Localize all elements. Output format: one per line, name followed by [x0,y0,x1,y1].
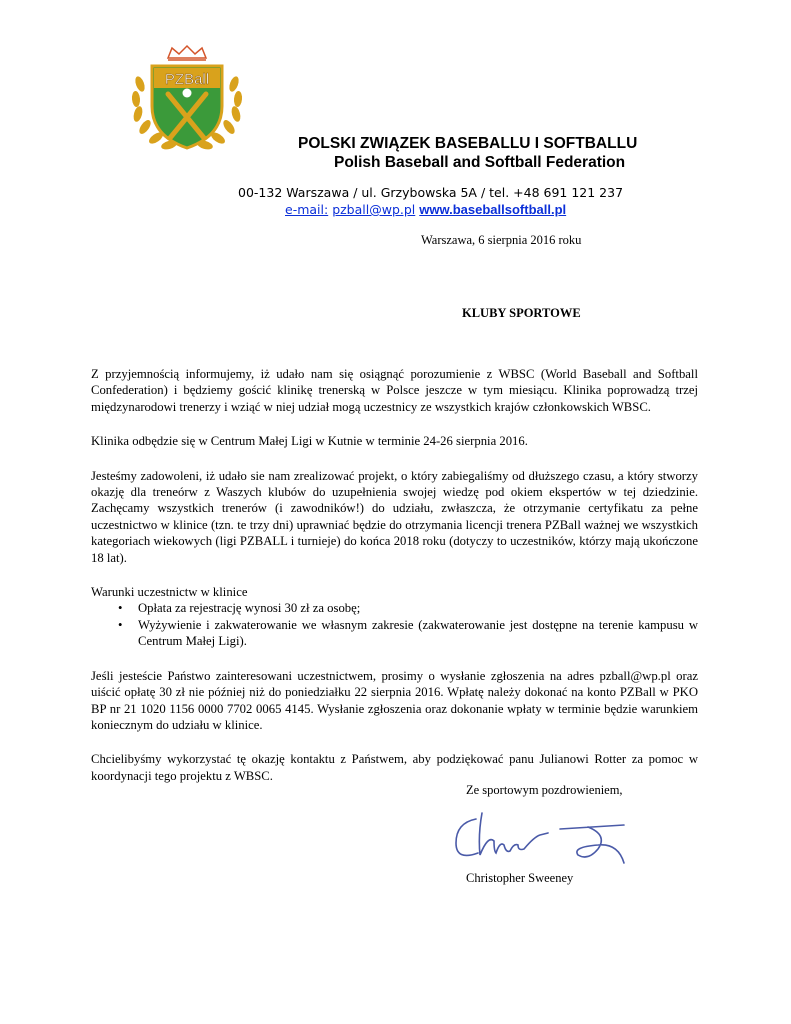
organization-name [298,134,637,172]
letter-date: Warszawa, 6 sierpnia 2016 roku [421,233,582,247]
email-label: e-mail: [285,202,329,217]
postal-address: 00-132 Warszawa / ul. Grzybowska 5A / tel. +48 691 121 237 [238,185,624,200]
ball-icon [183,89,192,98]
org-name-english: Polish Baseball and Softball Federation [334,154,626,171]
recipient-heading: KLUBY SPORTOWE [462,306,581,320]
paragraph-project: Jesteśmy zadowoleni, iż udało sie nam zrealizować projekt, o który zabiegaliśmy od dłuższego czasu, a który stworzy okazję dla treneórw z Waszych klubów do uzupełnienia swojej wiedzę pod okiem ekspertów w tej dziedzinie. Zachęcamy wszystkich trenerów (i zawodników!) do udziału, zwłaszcza, że otrzymanie certyfikatu za pełne uczestnictwo w klinice (tzn. te trzy dni) uprawniać będzie do otrzymania licencji trenera PZBall ważnej we wszystkich kategoriach wiekowych (ligi PZBALL i turnieje) do końca 2018 roku (dotyczy to uczestników, którzy mają ukończone 18 lat). [91,468,698,565]
email-line [238,201,658,218]
conditions-title: Warunki uczestnictw w klinice [91,585,248,600]
conditions-list [91,600,698,649]
letter-body [91,366,698,802]
paragraph-registration: Jeśli jesteście Państwo zainteresowani uczestnictwem, prosimy o wysłanie zgłoszenia na adres pzball@wp.pl oraz uiścić opłatę 30 zł nie później niż do poniedziałku 22 sierpnia 2016. Wpłatę należy dokonać na konto PZBall w PKO BP nr 21 1020 1156 0000 7702 0065 4145. Wysłanie zgłoszenia oraz dokonanie wpłaty w terminie będzie warunkiem koniecznym do udziału w klinice. [91,668,698,732]
org-name-polish: POLSKI ZWIĄZEK BASEBALLU I SOFTBALLU [298,135,638,152]
email-link[interactable]: pzball@wp.pl [332,202,416,217]
signature-image [448,805,638,867]
paragraph-intro: Z przyjemnością informujemy, iż udało nam się osiągnąć porozumienie z WBSC (World Baseball and Softball Confederation) i będziemy gościć klinikę trenerską w Polsce jeszcze w tym miesiącu. Klinika poprowadzą trzej międzynarodowi trenerzy i wziąć w niej udział mogą uczestnicy ze wszystkich krajów członkowskich WBSC. [91,367,698,414]
signer-name: Christopher Sweeney [466,871,574,885]
list-item: • Wyżywienie i zakwaterowanie we własnym zakresie (zakwaterowanie jest dostępne na terenie kampusu w Centrum Małej Ligi). [138,617,698,650]
pzball-logo [130,44,244,156]
paragraph-thanks: Chcielibyśmy wykorzystać tę okazję kontaktu z Państwem, aby podziękować panu Julianowi Rotter za pomoc w koordynacji tego projektu z WBSC. [91,752,698,783]
closing-salutation: Ze sportowym pozdrowieniem, [466,783,623,797]
logo-text: PZBall [164,71,210,88]
crown-icon [168,46,206,60]
contact-block [238,184,658,218]
paragraph-location: Klinika odbędzie się w Centrum Małej Ligi w Kutnie w terminie 24-26 sierpnia 2016. [91,434,528,449]
list-item: • Opłata za rejestrację wynosi 30 zł za osobę; [138,600,698,616]
website-link[interactable]: www.baseballsoftball.pl [419,202,567,217]
